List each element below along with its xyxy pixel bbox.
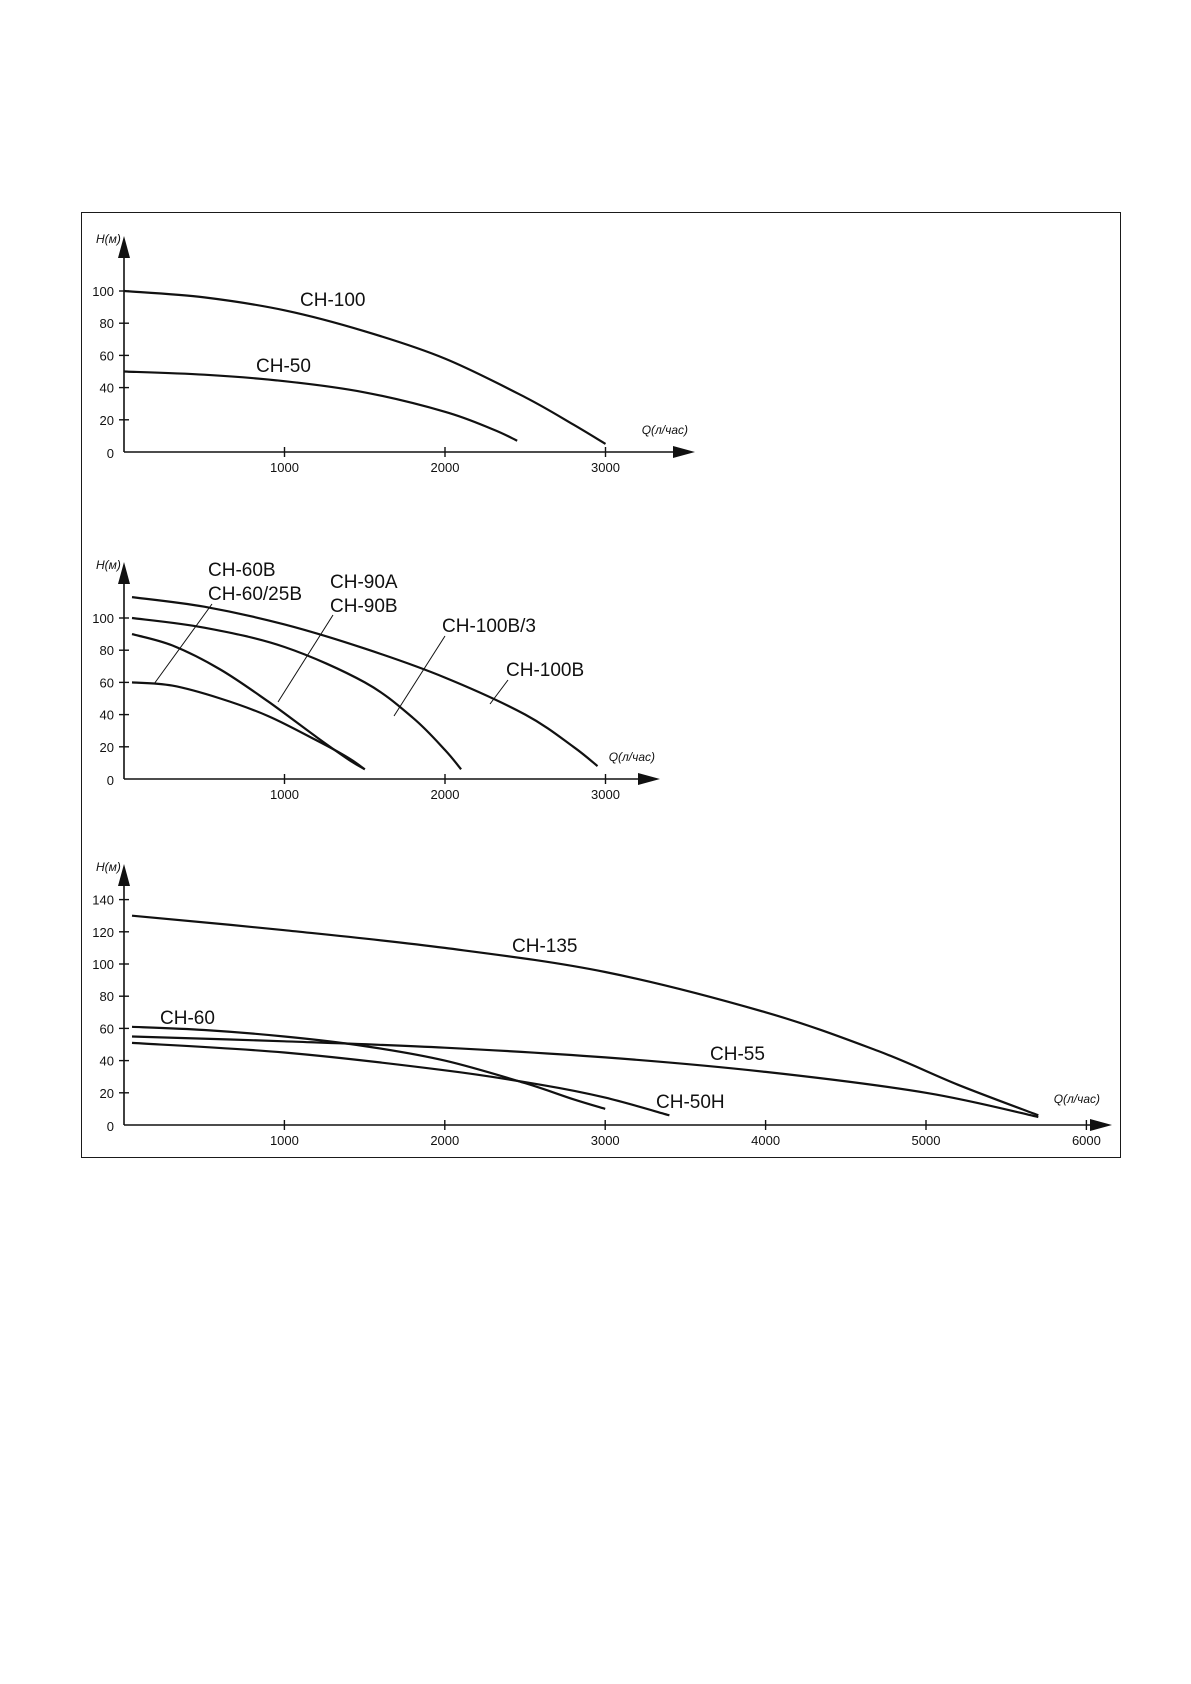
x-axis-title: Q(л/час) (608, 750, 655, 764)
y-axis-title: H(м) (96, 860, 121, 874)
y-tick-label-20: 20 (99, 412, 114, 428)
y-tick-label-80: 80 (99, 643, 114, 659)
chart-3-curve-labels (160, 936, 765, 1113)
y-tick-label-60: 60 (99, 1021, 114, 1037)
label-ch-60-25b: CH-60/25B (208, 584, 302, 605)
y-tick-label-60: 60 (99, 675, 114, 691)
x-tick-label-3000: 3000 (591, 460, 620, 475)
origin-label: 0 (106, 1119, 114, 1134)
y-tick-label-40: 40 (99, 380, 114, 396)
x-tick-label-3000: 3000 (591, 787, 620, 802)
label-ch-100b-3: CH-100B/3 (442, 616, 536, 637)
x-axis-arrow (638, 773, 660, 785)
chart-1-axes (92, 232, 695, 475)
x-tick-label-1000: 1000 (269, 1133, 299, 1148)
label-ch-100: CH-100 (300, 290, 366, 311)
y-tick-label-120: 120 (92, 924, 114, 940)
x-axis-arrow (673, 446, 695, 458)
y-tick-label-80: 80 (99, 316, 114, 332)
chart-2 (92, 558, 660, 802)
chart-1 (92, 232, 695, 475)
y-tick-label-40: 40 (99, 1053, 114, 1069)
x-tick-label-2000: 2000 (430, 1133, 460, 1148)
chart-3-axes (92, 860, 1112, 1148)
label-ch-50: CH-50 (256, 356, 311, 377)
leader-ch-90 (278, 615, 333, 702)
y-tick-label-20: 20 (99, 1085, 114, 1101)
x-tick-label-1000: 1000 (270, 787, 299, 802)
curve-ch-135 (132, 916, 1038, 1116)
curve-ch-55 (132, 1037, 1038, 1118)
x-tick-label-2000: 2000 (430, 787, 460, 802)
chart-3 (92, 860, 1112, 1148)
x-axis-arrow (1090, 1119, 1112, 1131)
chart-1-curves (124, 291, 606, 444)
origin-label: 0 (106, 446, 114, 461)
label-ch-100b: CH-100B (506, 660, 585, 681)
label-ch-55: CH-55 (710, 1044, 765, 1065)
y-axis-title: H(м) (96, 558, 121, 572)
y-tick-label-100: 100 (92, 611, 114, 626)
curve-ch-50 (124, 372, 517, 441)
label-ch-135: CH-135 (512, 936, 578, 957)
chart-3-curves (132, 916, 1038, 1117)
chart-2-curve-labels (154, 560, 584, 716)
curve-ch-100b-3 (132, 618, 461, 769)
curve-ch-100 (124, 291, 606, 444)
leader-ch-60b (154, 604, 212, 684)
y-tick-label-20: 20 (99, 739, 114, 755)
x-axis-title: Q(л/час) (641, 423, 688, 437)
x-tick-label-1000: 1000 (270, 460, 299, 475)
chart-1-curve-labels (256, 290, 365, 377)
x-tick-label-3000: 3000 (590, 1133, 620, 1148)
x-axis-title: Q(л/час) (1053, 1092, 1100, 1106)
x-tick-label-6000: 6000 (1071, 1133, 1101, 1148)
y-tick-label-100: 100 (92, 284, 114, 299)
curve-ch-90a-ch-90b (132, 634, 365, 769)
label-ch-90b: CH-90B (330, 596, 398, 617)
label-ch-90a: CH-90A (330, 572, 398, 593)
y-axis-title: H(м) (96, 232, 121, 246)
x-tick-label-4000: 4000 (751, 1133, 781, 1148)
x-tick-label-2000: 2000 (430, 460, 460, 475)
origin-label: 0 (106, 773, 114, 788)
label-ch-50h: CH-50H (656, 1092, 725, 1113)
y-tick-label-40: 40 (99, 707, 114, 723)
y-tick-label-140: 140 (92, 892, 114, 908)
label-ch-60: CH-60 (160, 1008, 215, 1029)
y-tick-label-60: 60 (99, 348, 114, 364)
curve-ch-60b-ch-60-25b (132, 682, 365, 769)
y-tick-label-100: 100 (92, 957, 114, 972)
y-tick-label-80: 80 (99, 989, 114, 1005)
x-tick-label-5000: 5000 (911, 1133, 941, 1148)
label-ch-60b: CH-60B (208, 560, 276, 581)
leader-ch-100b-3 (394, 636, 445, 716)
